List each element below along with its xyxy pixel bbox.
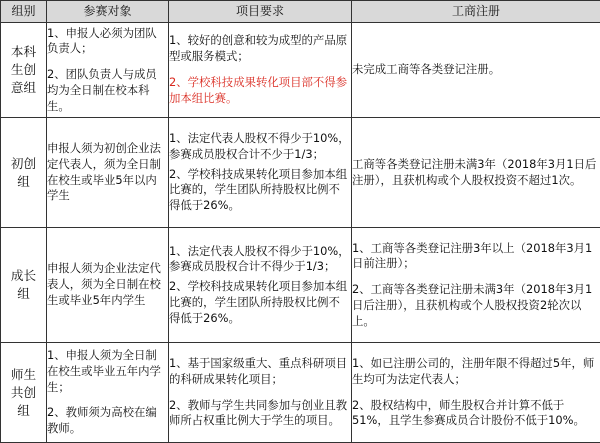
group-cell xyxy=(1,343,47,443)
table-row xyxy=(1,23,600,118)
requirements-cell xyxy=(169,118,352,228)
table-row xyxy=(1,343,600,443)
requirements-cell xyxy=(169,228,352,343)
registration-item: 1、如已注册公司的，注册年限不得超过5年，师生均可为法定代表人； xyxy=(352,356,600,388)
registration-cell xyxy=(352,23,600,118)
registration-item: 1、工商等各类登记注册3年以上（2018年3月1日前注册）； xyxy=(352,241,600,273)
requirement-item: 1、较好的创意和较为成型的产品原型或服务模式； xyxy=(169,33,351,65)
group-name: 本科生创意组 xyxy=(1,43,46,97)
registration-cell xyxy=(352,228,600,343)
header-row xyxy=(1,1,600,23)
requirement-item: 2、学校科技成果转化项目参加本组比赛的，学生团队所持股权比例不得低于26%。 xyxy=(169,279,351,326)
requirement-item: 1、法定代表人股权不得少于10%，参赛成员股权合计不少于1/3； xyxy=(169,131,351,163)
registration-item: 未完成工商等各类登记注册。 xyxy=(352,62,600,78)
registration-item: 2、股权结构中，师生股权合并计算不低于51%，且学生参赛成员合计股份不低于10%。 xyxy=(352,398,600,430)
group-name: 初创组 xyxy=(1,155,46,191)
requirement-item: 1、法定代表人股权不得少于10%，参赛成员股权合计不得少于1/3； xyxy=(169,244,351,276)
target-item: 1、申报人须为全日制在校生或毕业五年内学生； xyxy=(47,348,168,395)
target-cell xyxy=(47,23,169,118)
target-item: 2、团队负责人与成员均为全日制在校本科生。 xyxy=(47,67,168,114)
target-item: 2、教师须为高校在编教师。 xyxy=(47,405,168,437)
target-cell xyxy=(47,228,169,343)
target-item: 申报人须为初创企业法定代表人，须为全日制在校生或毕业5年以内学生 xyxy=(47,141,168,204)
registration-item: 2、工商等各类登记注册未满3年（2018年3月1日后注册），且获机构或个人股权投资2轮次以上。 xyxy=(352,282,600,329)
header-requirements: 项目要求 xyxy=(169,1,352,23)
registration-cell xyxy=(352,343,600,443)
group-name: 师生共创组 xyxy=(1,366,46,420)
requirements-cell xyxy=(169,343,352,443)
header-group: 组别 xyxy=(1,1,47,23)
target-cell xyxy=(47,118,169,228)
group-name: 成长组 xyxy=(1,267,46,303)
header-target: 参赛对象 xyxy=(47,1,169,23)
requirement-item-highlighted: 2、学校科技成果转化项目部不得参加本组比赛。 xyxy=(169,75,351,107)
table-row xyxy=(1,228,600,343)
table-row xyxy=(1,118,600,228)
registration-item: 工商等各类登记注册未满3年（2018年3月1日后注册），且获机构或个人股权投资不超过1次。 xyxy=(352,157,600,189)
requirement-item: 1、基于国家级重大、重点科研项目的科研成果转化项目； xyxy=(169,356,351,388)
requirement-item: 2、学校科技成果转化项目参加本组比赛的，学生团队所持股权比例不得低于26%。 xyxy=(169,167,351,214)
header-registration: 工商注册 xyxy=(352,1,600,23)
target-item: 申报人须为企业法定代表人，须为全日制在校生或毕业5年内学生 xyxy=(47,261,168,308)
target-item: 1、申报人必须为团队负责人； xyxy=(47,26,168,58)
requirements-cell xyxy=(169,23,352,118)
target-cell xyxy=(47,343,169,443)
group-cell xyxy=(1,228,47,343)
group-cell xyxy=(1,23,47,118)
group-cell xyxy=(1,118,47,228)
registration-cell xyxy=(352,118,600,228)
requirement-item: 2、教师与学生共同参加与创业且教师所占权重比例大于学生的项目。 xyxy=(169,398,351,430)
